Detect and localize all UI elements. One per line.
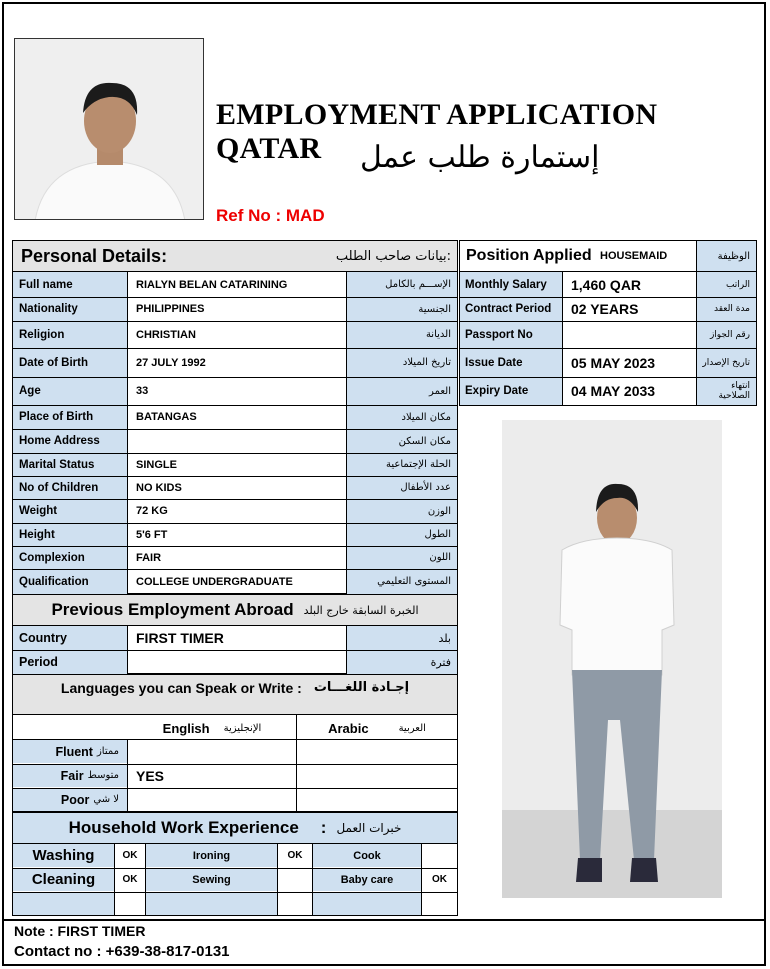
personal-label: Marital Status: [13, 453, 127, 476]
column-divider: [114, 844, 115, 916]
personal-value: [128, 429, 346, 453]
personal-value: 72 KG: [136, 505, 168, 517]
household-rating: [422, 844, 457, 867]
personal-label: Religion: [13, 321, 127, 348]
row-divider: [13, 377, 457, 378]
footer-note: Note : FIRST TIMER: [14, 923, 146, 939]
row-divider: [13, 788, 457, 789]
personal-label-arabic: الحلة الإجتماعية: [347, 453, 457, 476]
personal-value: NO KIDS: [136, 481, 182, 494]
personal-label-arabic: عدد الأطفال: [347, 476, 457, 499]
personal-value: BATANGAS: [136, 411, 197, 423]
languages-col-arabic: [297, 717, 457, 739]
row-divider: [13, 405, 457, 406]
household-rating: [278, 892, 312, 915]
language-arabic-value: [297, 740, 457, 763]
row-divider: [460, 348, 756, 349]
position-applied-value: HOUSEMAID: [600, 250, 668, 262]
household-rating: OK: [122, 874, 138, 885]
household-heading-colon: :: [320, 818, 327, 837]
personal-label: Qualification: [13, 569, 127, 594]
personal-value: PHILIPPINES: [136, 303, 205, 315]
language-english-value: [128, 788, 296, 811]
personal-label-arabic: العمر: [347, 377, 457, 405]
row-divider: [13, 546, 457, 547]
personal-label: Full name: [13, 272, 127, 297]
personal-label: Height: [13, 523, 127, 546]
personal-value: COLLEGE UNDERGRADUATE: [136, 575, 293, 588]
personal-value: RIALYN BELAN CATARINING: [136, 278, 288, 291]
household-task: [313, 892, 421, 915]
household-rating: OK: [432, 874, 447, 885]
language-level-label: [13, 764, 127, 787]
household-task: Cleaning: [13, 868, 114, 891]
column-divider: [296, 715, 297, 812]
position-value: 04 MAY 2033: [571, 383, 656, 399]
household-rating: [278, 868, 312, 891]
position-label-arabic: رقم الجواز: [697, 321, 756, 348]
position-label-arabic: تاريخ الإصدار: [697, 348, 756, 377]
previous-employment-heading-english: Previous Employment Abroad: [51, 600, 294, 619]
row-divider: [13, 868, 457, 869]
personal-label-arabic: الإســـم بالكامل: [347, 272, 457, 297]
household-task: Cook: [313, 844, 421, 867]
previous-value: FIRST TIMER: [136, 630, 224, 646]
household-task: Ironing: [146, 844, 277, 867]
reference-number: Ref No : MAD: [216, 206, 325, 225]
position-label: Passport No: [460, 321, 562, 348]
personal-label: Weight: [13, 499, 127, 523]
household-rating: OK: [122, 850, 138, 861]
column-divider: [346, 272, 347, 594]
household-rating: [115, 892, 145, 915]
column-divider: [696, 241, 697, 405]
household-task: [146, 892, 277, 915]
language-level-label: [13, 740, 127, 763]
position-label-arabic: انتهاء الصلاحية: [697, 377, 756, 405]
personal-label: Complexion: [13, 546, 127, 569]
personal-label: Age: [13, 377, 127, 405]
position-label: Contract Period: [460, 297, 562, 321]
personal-details-heading-arabic: بيانات صاحب الطلب:: [313, 241, 457, 271]
column-divider: [346, 626, 347, 674]
household-rating: OK: [287, 850, 303, 861]
languages-col-english: [128, 717, 296, 739]
previous-employment-heading-arabic: الخبرة السابقة خارج البلد: [303, 603, 419, 617]
row-divider: [13, 523, 457, 524]
personal-label-arabic: مكان السكن: [347, 429, 457, 453]
personal-label-arabic: تاريخ الميلاد: [347, 348, 457, 377]
household-task: Sewing: [146, 868, 277, 891]
row-divider: [460, 321, 756, 322]
column-divider: [127, 740, 128, 812]
language-english-value: [128, 740, 296, 763]
row-divider: [13, 764, 457, 765]
languages-heading-english: Languages you can Speak or Write :: [60, 680, 302, 696]
languages-col-arabic-arabic: العربية: [398, 722, 426, 734]
languages-col-english-arabic: الإنجليزية: [223, 722, 262, 734]
position-value: 02 YEARS: [571, 301, 639, 317]
language-arabic-value: [297, 764, 457, 787]
household-task: Washing: [13, 844, 114, 867]
position-value: [563, 321, 696, 348]
language-level-english: Poor: [60, 792, 90, 807]
column-divider: [277, 844, 278, 916]
household-task: [13, 892, 114, 915]
position-label-arabic: مدة العقد: [697, 297, 756, 321]
column-divider: [127, 626, 128, 674]
previous-label: Period: [13, 650, 127, 674]
languages-col-english-label: English: [162, 720, 210, 736]
row-divider: [13, 499, 457, 500]
position-label: Expiry Date: [460, 377, 562, 405]
personal-label-arabic: الوزن: [347, 499, 457, 523]
position-applied-heading: Position Applied: [466, 247, 592, 264]
personal-label: Nationality: [13, 297, 127, 321]
personal-label: No of Children: [13, 476, 127, 499]
position-label: Monthly Salary: [460, 272, 562, 297]
column-divider: [127, 272, 128, 594]
languages-heading-arabic: إجـادة اللغـــات: [313, 680, 410, 695]
language-english-value: YES: [136, 767, 165, 784]
personal-value: CHRISTIAN: [136, 328, 196, 341]
household-rating: [422, 892, 457, 915]
personal-value: FAIR: [136, 551, 162, 564]
previous-label: Country: [13, 626, 127, 650]
personal-label-arabic: الجنسية: [347, 297, 457, 321]
position-value: 1,460 QAR: [571, 276, 642, 293]
household-heading-english: Household Work Experience: [68, 818, 299, 837]
applicant-full-body-photo: [502, 420, 722, 898]
household-task: Baby care: [313, 868, 421, 891]
personal-label-arabic: مكان الميلاد: [347, 405, 457, 429]
household-heading-arabic: خبرات العمل: [336, 821, 402, 835]
position-value: 05 MAY 2023: [571, 354, 656, 371]
row-divider: [13, 453, 457, 454]
personal-label-arabic: الطول: [347, 523, 457, 546]
personal-label-arabic: اللون: [347, 546, 457, 569]
footer-contact: Contact no : +639-38-817-0131: [14, 943, 230, 960]
personal-value: 33: [136, 385, 149, 397]
personal-value: 27 JULY 1992: [136, 356, 206, 369]
row-divider: [460, 377, 756, 378]
languages-heading-divider: [13, 714, 457, 715]
column-divider: [421, 844, 422, 916]
footer-divider: [4, 919, 764, 921]
position-applied-heading-arabic: الوظيفة: [696, 241, 756, 271]
column-divider: [312, 844, 313, 916]
personal-value: 5'6 FT: [136, 528, 168, 541]
personal-value: SINGLE: [136, 458, 177, 471]
document-title: EMPLOYMENT APPLICATION QATAR: [216, 98, 658, 165]
row-divider: [460, 297, 756, 298]
languages-col-arabic-label: Arabic: [328, 720, 369, 736]
row-divider: [13, 892, 457, 893]
personal-label: Home Address: [13, 429, 127, 453]
position-label-arabic: الراتب: [697, 272, 756, 297]
row-divider: [13, 348, 457, 349]
personal-label-arabic: المستوى التعليمي: [347, 569, 457, 594]
language-level-english: Fair: [60, 768, 84, 783]
row-divider: [13, 429, 457, 430]
previous-label-arabic: فترة: [347, 650, 457, 674]
row-divider: [13, 321, 457, 322]
language-level-label: [13, 788, 127, 811]
language-level-english: Fluent: [55, 744, 93, 759]
personal-details-heading: Personal Details:: [13, 241, 313, 271]
row-divider: [13, 297, 457, 298]
language-level-arabic: متوسط: [87, 770, 119, 781]
position-label: Issue Date: [460, 348, 562, 377]
row-divider: [13, 650, 457, 651]
personal-label: Date of Birth: [13, 348, 127, 377]
personal-label: Place of Birth: [13, 405, 127, 429]
column-divider: [145, 844, 146, 916]
language-arabic-value: [297, 788, 457, 811]
language-level-arabic: ممتاز: [96, 746, 119, 757]
row-divider: [13, 476, 457, 477]
row-divider: [13, 569, 457, 570]
applicant-headshot-photo: [14, 38, 204, 220]
column-divider: [562, 272, 563, 405]
previous-value: [128, 650, 346, 674]
document-title-arabic: إستمارة طلب عمل: [360, 140, 600, 175]
personal-label-arabic: الديانة: [347, 321, 457, 348]
previous-label-arabic: بلد: [347, 626, 457, 650]
language-level-arabic: لا شي: [93, 794, 119, 805]
